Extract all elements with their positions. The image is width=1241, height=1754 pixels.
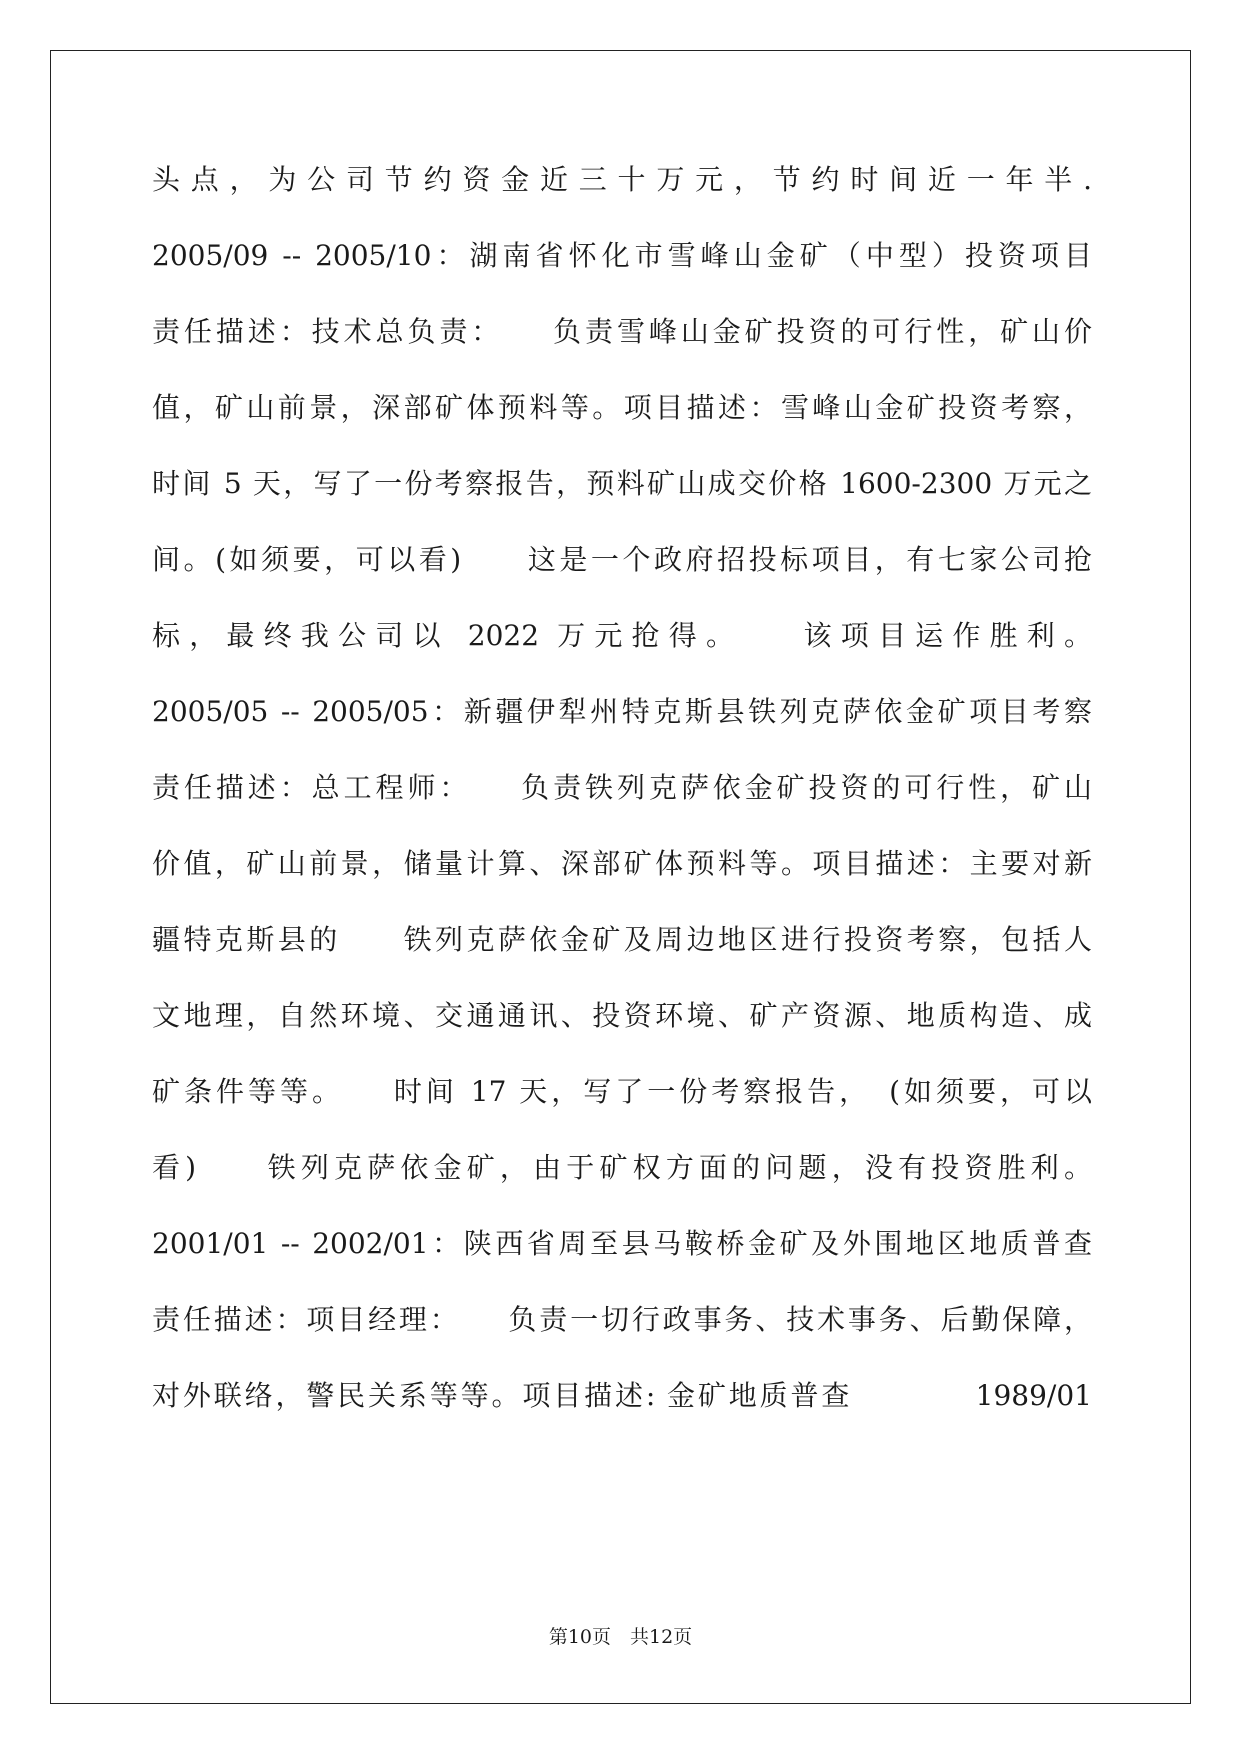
text-line: 值，矿山前景，深部矿体预料等。项目描述：雪峰山金矿投资考察， [152, 391, 1092, 424]
text-line: 看) 铁列克萨依金矿，由于矿权方面的问题，没有投资胜利。 [152, 1151, 1092, 1184]
text-line: 文地理，自然环境、交通通讯、投资环境、矿产资源、地质构造、成 [152, 999, 1092, 1032]
text-line: 疆特克斯县的 铁列克萨依金矿及周边地区进行投资考察，包括人 [152, 923, 1092, 956]
text-line: 间。(如须要，可以看) 这是一个政府招投标项目，有七家公司抢 [152, 543, 1092, 576]
text-line: 时间 5 天，写了一份考察报告，预料矿山成交价格 1600-2300 万元之 [152, 467, 1092, 500]
document-body [152, 155, 1092, 1447]
text-line: 2001/01 -- 2002/01：陕西省周至县马鞍桥金矿及外围地区地质普查 [152, 1227, 1092, 1260]
text-line: 责任描述：项目经理： 负责一切行政事务、技术事务、后勤保障， [152, 1303, 1092, 1336]
text-line: 矿条件等等。 时间 17 天，写了一份考察报告， (如须要，可以 [152, 1075, 1092, 1108]
text-line: 价值，矿山前景，储量计算、深部矿体预料等。项目描述：主要对新 [152, 847, 1092, 880]
text-line: 2005/09 -- 2005/10：湖南省怀化市雪峰山金矿（中型）投资项目 [152, 239, 1092, 272]
text-line: 对外联络，警民关系等等。项目描述: 金矿地质普查 1989/01 [152, 1379, 1092, 1412]
page-number: 第10页 共12页 [548, 1626, 693, 1648]
text-line: 2005/05 -- 2005/05：新疆伊犁州特克斯县铁列克萨依金矿项目考察 [152, 695, 1092, 728]
text-line: 标，最终我公司以 2022 万元抢得。 该项目运作胜利。 [152, 619, 1092, 652]
text-line: 责任描述：技术总负责： 负责雪峰山金矿投资的可行性，矿山价 [152, 315, 1092, 348]
text-line: 责任描述：总工程师： 负责铁列克萨依金矿投资的可行性，矿山 [152, 771, 1092, 804]
text-line: 头点，为公司节约资金近三十万元，节约时间近一年半. [152, 163, 1092, 196]
